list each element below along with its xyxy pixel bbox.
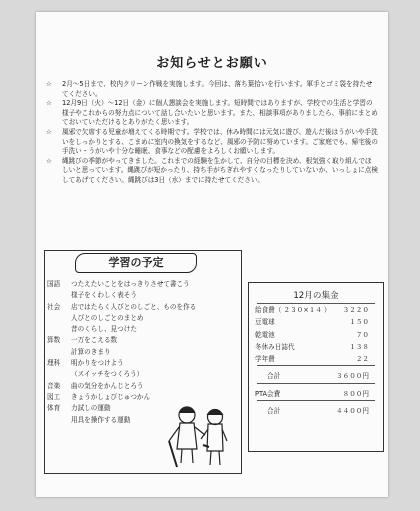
star-icon: ☆: [46, 99, 52, 108]
fee-label: 豆電球: [255, 318, 275, 327]
subject-label: 国語: [47, 280, 61, 288]
subject-label: 体育: [47, 404, 61, 413]
december-fee-box: [248, 282, 384, 452]
schedule-row: [47, 358, 239, 369]
pta-row: [249, 388, 383, 400]
schedule-text: 店ではたらく人びとのしごと、ものを作る: [71, 302, 197, 311]
study-schedule-box: [44, 250, 242, 474]
subject-label: 理科: [47, 359, 61, 368]
subtotal-row: [249, 370, 383, 382]
notice-sheet: [36, 12, 388, 497]
schedule-row: [47, 369, 239, 380]
pta-value: ８００円: [342, 389, 369, 398]
schedule-text: 用具を操作する運動: [71, 415, 131, 424]
notice-text: 12月9日（火）～12日（金）に個人懇談会を実施します。短時間ではありますが、学校での生活と学習の様子やこれからの努力点について話し合いたいと思います。また、相談事項がありましたら、事前にまとめておいていただけるとありがたく思います。: [62, 99, 378, 127]
notice-list: [44, 80, 378, 186]
fee-title: 12月の集金: [293, 291, 339, 301]
fee-value: ７０: [355, 330, 369, 339]
pta-label: PTA会費: [255, 389, 281, 398]
total-label: 合計: [267, 407, 281, 416]
schedule-row: [47, 324, 239, 335]
schedule-row: [47, 347, 239, 358]
divider: [257, 365, 375, 366]
schedule-text: 人びとのしごとのまとめ: [71, 313, 144, 322]
schedule-text: 力試しの運動: [71, 404, 111, 413]
divider: [257, 383, 375, 384]
subtotal-label: 合計: [267, 372, 281, 381]
fee-row: [249, 341, 383, 353]
fee-label: 学年費: [255, 355, 275, 364]
schedule-row: [47, 335, 239, 346]
fee-label: 冬休み日誌代: [255, 342, 295, 351]
schedule-text: （スイッチをつくろう）: [71, 370, 144, 379]
fee-row: [249, 304, 383, 316]
total-value: ４４００円: [336, 407, 369, 416]
subtotal-value: ３６００円: [336, 372, 369, 381]
notice-item: [44, 157, 378, 186]
children-illustration: [165, 401, 235, 469]
notice-text: 縄跳びの季節がやってきました。これまでの経験を生かして、自分の目標を決め、根気強く取り組んでほしいと思っています。縄跳びが短かったり、持ち手がちぎれやすくなったりしていないか、いっしょに点検してあげてください。縄跳びは3日（水）までに持たせてください。: [62, 156, 378, 184]
schedule-text: きょうかしょびじゅつかん: [71, 392, 151, 401]
fee-row: [249, 329, 383, 341]
subject-label: 音楽: [47, 381, 61, 390]
divider: [257, 400, 375, 401]
schedule-row: [47, 279, 239, 290]
fee-value: ２２: [355, 355, 369, 364]
fee-value: １３８: [349, 342, 369, 351]
fee-row: [249, 316, 383, 328]
notice-item: [44, 99, 378, 128]
fee-value: ３２２０: [342, 306, 369, 314]
schedule-row: [47, 313, 239, 324]
notice-text: 2月～5日まで、校内クリーン作戦を実施します。今回は、落ち葉拾いを行います。軍手とゴミ袋を持たせてください。: [62, 80, 373, 98]
schedule-row: [47, 381, 239, 392]
star-icon: ☆: [46, 156, 52, 165]
notice-item: [44, 80, 378, 99]
page-title: お知らせとお願い: [156, 56, 268, 71]
star-icon: ☆: [46, 127, 52, 136]
schedule-text: 様子をくわしく表そう: [71, 291, 137, 300]
schedule-text: 昔のくらし、見つけた: [71, 325, 137, 334]
notice-text: 風邪で欠席する児童が増えてくる時期です。学校では、休み時間には元気に遊び、遊んだ後はうがいや手洗いをしっかりとする、こまめに室内の換気をするなど、風邪の予防に努めています。ご家庭でも、帰宅後の手洗い・うがいや十分な睡眠、食事などの配慮をよろしくお願いします。: [62, 127, 378, 156]
fee-value: １５０: [349, 318, 369, 327]
schedule-row: [47, 290, 239, 301]
subject-label: 算数: [47, 336, 61, 345]
notice-item: [44, 128, 378, 157]
schedule-text: 曲の気分をかんじとろう: [71, 381, 144, 390]
schedule-text: 明かりをつけよう: [71, 359, 124, 368]
schedule-row: [47, 302, 239, 313]
fee-label: 乾電池: [255, 330, 275, 339]
subject-label: 社会: [47, 302, 61, 311]
subject-label: 図工: [47, 392, 61, 401]
total-row: [249, 405, 383, 417]
schedule-title: 学習の予定: [75, 253, 197, 273]
star-icon: ☆: [46, 80, 52, 88]
fee-label: 給食費（ ２３０×１４ ）: [255, 306, 331, 314]
fee-row: [249, 353, 383, 365]
schedule-text: 計算のきまり: [71, 347, 111, 356]
schedule-text: 一万をこえる数: [71, 336, 118, 345]
schedule-text: つたえたいことをはっきりさせて書こう: [71, 280, 190, 288]
